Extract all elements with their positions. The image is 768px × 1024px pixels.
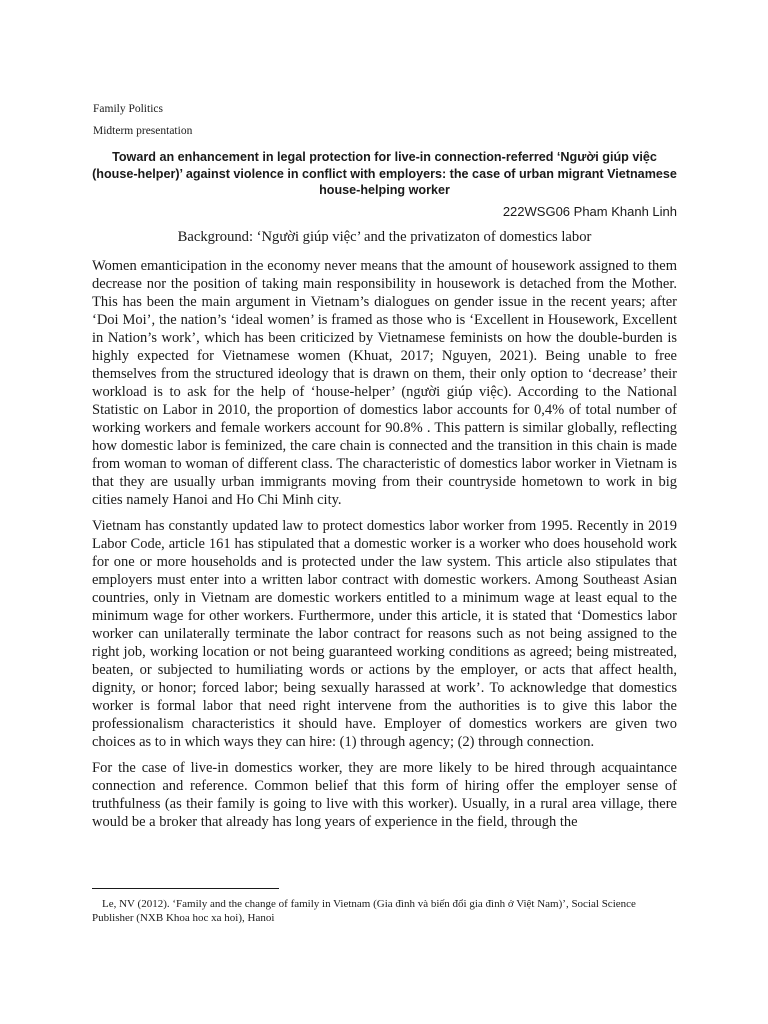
paragraph-1: Women emanticipation in the economy never means that the amount of housework assigned to them decrease nor the position of taking main responsibility in housework is detached from the Mother. This has been the main argument in Vietnam’s dialogues on gender issue in the recent years; after ‘Doi Moi’, the nation’s ‘ideal women’ is framed as those who is ‘Excellent in Housework, Excellent in Nation’s work’, which has been criticized by Vietnamese feminists on how the double-burden is highly expected for Vietnamese women (Khuat, 2017; Nguyen, 2021). Being unable to free themselves from the structured ideology that is drawn on them, their only option to ‘decrease’ their workload is to ask for the help of ‘house-helper’ (người giúp việc). According to the National Statistic on Labor in 2010, the proportion of domestics labor accounts for 0,4% of total number of working workers and female workers account for 90.8% . This pattern is similar globally, reflecting how domestic labor is feminized, the care chain is connected and the transition in this chain is made from woman to woman of different class. The characteristic of domestics labor worker in Vietnam is that they are usually urban immigrants moving from their countryside hometown to work in big cities namely Hanoi and Ho Chi Minh city. (92, 258, 677, 508)
paragraph-2: Vietnam has constantly updated law to protect domestics labor worker from 1995. Recently in 2019 Labor Code, article 161 has stipulated that a domestic worker is a worker who does household work for one or more households and is protected under the law system. This article also stipulates that employers must enter into a written labor contract with domestic workers. Among Southeast Asian countries, only in Vietnam are domestic workers entitled to a minimum wage at least equal to the minimum wage for other workers. Furthermore, under this article, it is stated that ‘Domestics labor worker can unilaterally terminate the labor contract for reasons such as not being assigned to the right job, working location or not being guaranteed working conditions as agreed; being mistreated, beaten, or subjected to humiliating words or actions by the employer, or acts that affect health, dignity, or honor; forced labor; being sexually harassed at work’. To acknowledge that domestics worker is formal labor that need right intervene from the authorities is to give this labor the professionalism characteristics it should have. Employer of domestics workers are given two choices as to in which ways they can hire: (1) through agency; (2) through connection. (92, 518, 677, 750)
footnote-separator (92, 888, 279, 889)
author-line: 222WSG06 Pham Khanh Linh (502, 204, 677, 219)
assignment-type: Midterm presentation (93, 125, 193, 137)
course-name: Family Politics (93, 103, 163, 115)
document-title: Toward an enhancement in legal protection for live-in connection-referred ‘Người giúp việc (house-helper)’ against violence in conflict with employers: the case of urban migrant Vietnamese house-helping worker (92, 150, 677, 197)
paragraph-3: For the case of live-in domestics worker, they are more likely to be hired through acquaintance connection and reference. Common belief that this form of hiring offer the employer sense of truthfulness (as their family is going to live with this worker). Usually, in a rural area village, there would be a broker that already has long years of experience in the field, through the (92, 760, 677, 830)
footnote: Le, NV (2012). ‘Family and the change of family in Vietnam (Gia đình và biến đổi gia đình ở Việt Nam)’, Social Science Publisher (NXB Khoa hoc xa hoi), Hanoi (92, 898, 636, 924)
body-text (92, 257, 677, 839)
section-heading: Background: ‘Người giúp việc’ and the privatizaton of domestics labor (177, 229, 592, 245)
